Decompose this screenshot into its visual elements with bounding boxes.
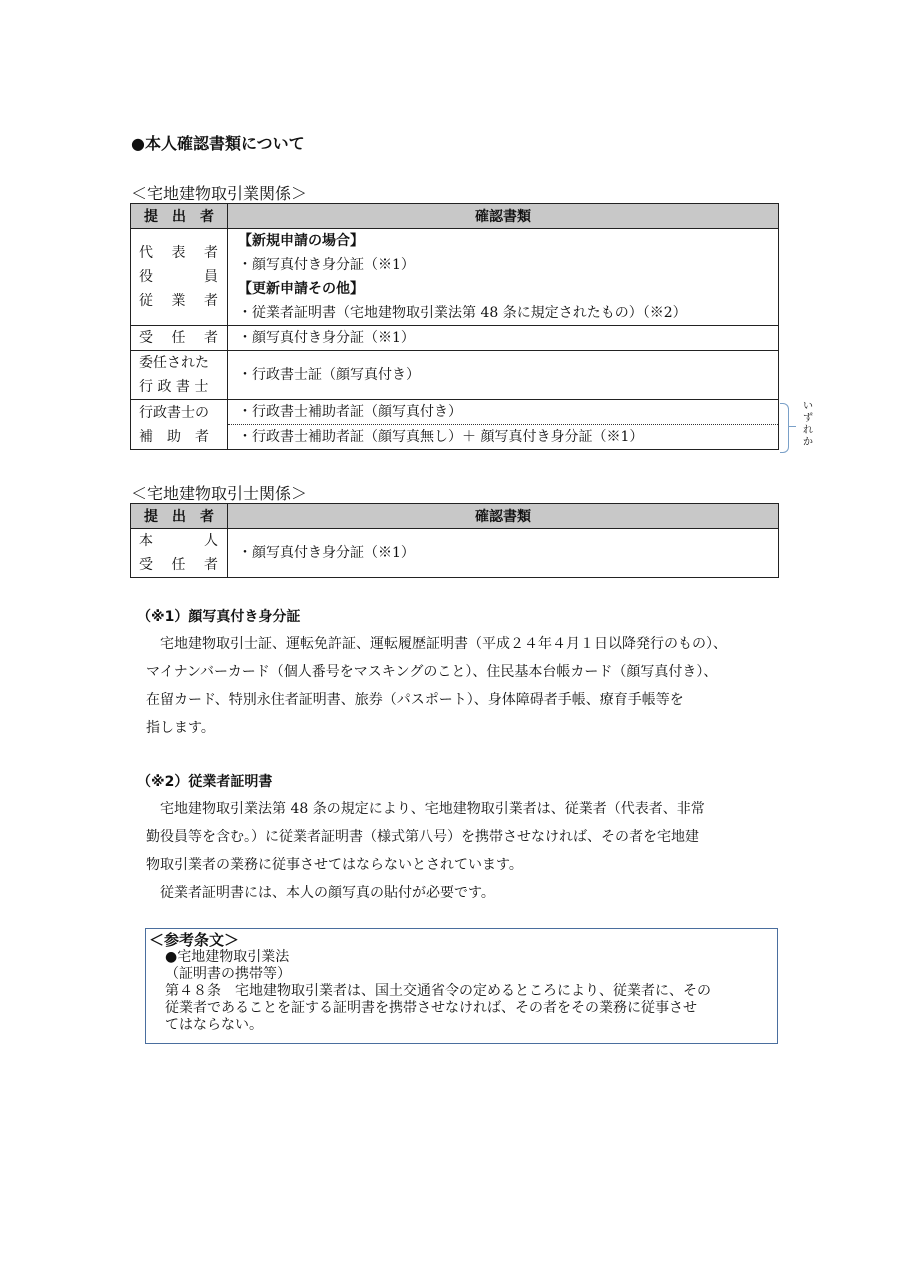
header-submitter: 提 出 者 — [131, 504, 228, 529]
section2-table — [130, 503, 779, 578]
table-row — [131, 400, 779, 425]
documents-cell — [228, 529, 779, 578]
header-submitter: 提 出 者 — [131, 204, 228, 229]
table-row — [131, 529, 779, 578]
submitter-cell: 本 人 受 任 者 — [131, 529, 228, 578]
note2-body: 宅地建物取引業法第 48 条の規定により、宅地建物取引業者は、従業者（代表者、非常 勤役員等を含む。）に従業者証明書（様式第八号）を携帯させなければ、その者を宅地建 物取引業者の業務に従事させてはならないとされています。 従業者証明書には、本人の顔写真の貼付が必要です。 — [146, 801, 705, 901]
document-item: ・顔写真付き身分証（※1） — [238, 257, 415, 273]
renewal-label: 【更新申請その他】 — [238, 281, 364, 297]
reference-caption: （証明書の携帯等） — [165, 966, 291, 982]
note2-title: （※2）従業者証明書 — [137, 774, 273, 790]
brace — [780, 403, 789, 453]
table-row — [131, 326, 779, 351]
new-application-label: 【新規申請の場合】 — [238, 233, 364, 249]
section1-title: ＜宅地建物取引業関係＞ — [131, 184, 308, 203]
documents-cell — [228, 326, 779, 351]
document-item: ・顔写真付き身分証（※1） — [238, 545, 415, 561]
submitter-cell: 行政書士の 補 助 者 — [131, 400, 228, 450]
note1-body: 宅地建物取引士証、運転免許証、運転履歴証明書（平成２４年４月１日以降発行のもの）、 マイナンバーカード（個人番号をマスキングのこと）、住民基本台帳カード（顔写真付き）、 在留カード、特別永住者証明書、旅券（パスポート）、身体障碍者手帳、療育手帳等を 指します。 — [146, 636, 727, 736]
either-side-note: い ず れ か — [803, 401, 813, 448]
document-item: ・行政書士補助者証（顔写真無し）＋ 顔写真付き身分証（※1） — [238, 429, 644, 445]
document-item: ・従業者証明書（宅地建物取引業法第 48 条に規定されたもの）（※2） — [238, 305, 687, 321]
submitter-cell: 受 任 者 — [131, 326, 228, 351]
reference-article: 第４８条 宅地建物取引業者は、国土交通省令の定めるところにより、従業者に、その 従業者であることを証する証明書を携帯させなければ、その者をその業務に従事させ てはならない。 — [165, 983, 711, 1033]
table-row — [131, 229, 779, 326]
brace-tip — [788, 426, 796, 427]
document-item: ・行政書士証（顔写真付き） — [238, 367, 420, 383]
document-item: ・顔写真付き身分証（※1） — [238, 330, 415, 346]
table-row — [131, 351, 779, 400]
documents-cell — [228, 400, 779, 425]
documents-cell — [228, 425, 779, 450]
section1-table — [130, 203, 779, 450]
submitter-cell: 代 表 者 役 員 従 業 者 — [131, 229, 228, 326]
documents-cell — [228, 229, 779, 326]
documents-cell — [228, 351, 779, 400]
reference-box — [145, 928, 778, 1044]
submitter-cell: 委任された 行 政 書 士 — [131, 351, 228, 400]
header-documents: 確認書類 — [228, 504, 779, 529]
reference-title: ＜参考条文＞ — [149, 931, 240, 949]
note1-title: （※1）顔写真付き身分証 — [137, 609, 301, 625]
section2-title: ＜宅地建物取引士関係＞ — [131, 484, 308, 503]
header-documents: 確認書類 — [228, 204, 779, 229]
table-row — [131, 425, 779, 450]
document-item: ・行政書士補助者証（顔写真付き） — [238, 404, 462, 420]
reference-law: ●宅地建物取引業法 — [165, 949, 290, 965]
page-heading: ●本人確認書類について — [131, 134, 305, 153]
